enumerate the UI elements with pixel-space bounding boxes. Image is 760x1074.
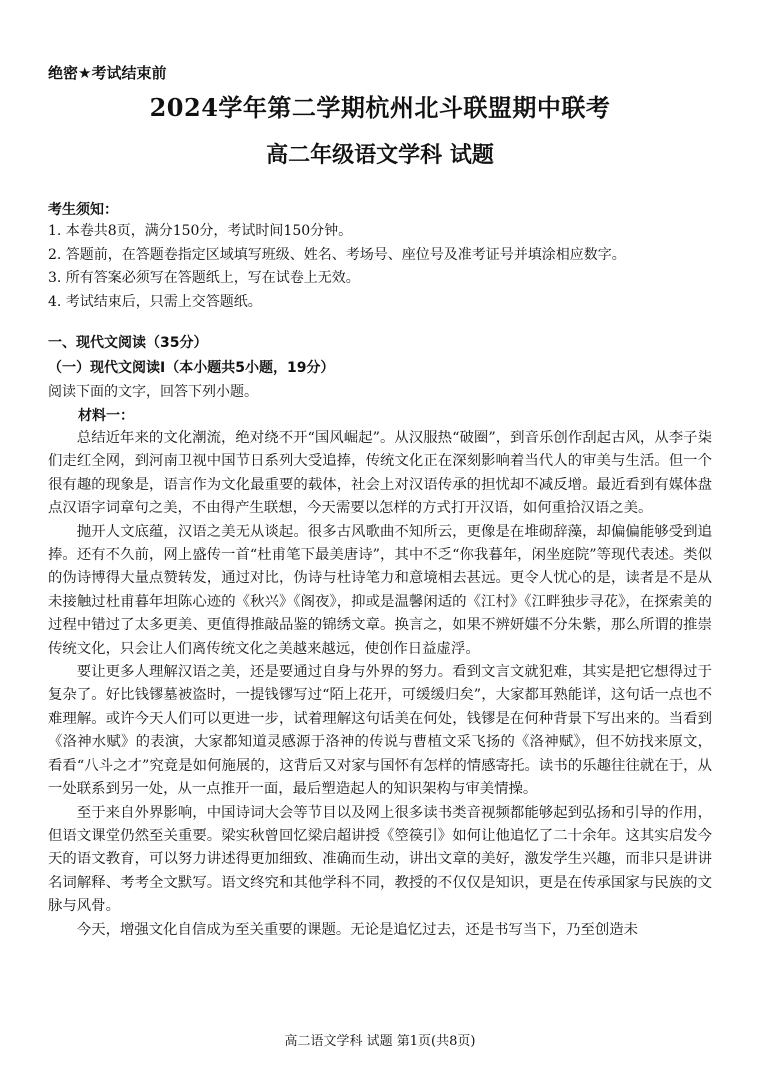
notice-item: 2. 答题前，在答题卷指定区域填写班级、姓名、考场号、座位号及准考证号并填涂相应数字。 xyxy=(48,246,626,263)
notice-list xyxy=(48,220,728,314)
paragraph: 抛开人文底蕴，汉语之美无从谈起。很多古风歌曲不知所云，更像是在堆砌辞藻，却偏偏能够受到追捧。还有不久前，网上盛传一首“杜甫笔下最美唐诗”，其中不乏“你我暮年，闲坐庭院”等现代表述。类似的伪诗博得大量点赞转发，通过对比，伪诗与杜诗笔力和意境相去甚远。更令人忧心的是，读者是不是从未接触过杜甫暮年坦陈心迹的《秋兴》《阁夜》，抑或是温馨闲适的《江村》《江畔独步寻花》，在探索美的过程中错过了太多更美、更值得推敲品鉴的锦绣文章。换言之，如果不辨妍媸不分朱紫，那么所谓的推崇传统文化，只会让人们离传统文化之美越来越远，使创作日益虚浮。 xyxy=(48,523,712,657)
material-text xyxy=(48,427,712,942)
notice-item: 3. 所有答案必须写在答题纸上，写在试卷上无效。 xyxy=(48,270,360,286)
section-title: 一、现代文阅读（35分） xyxy=(48,335,208,351)
paragraph: 总结近年来的文化潮流，绝对绕不开“国风崛起”。从汉服热“破圈”，到音乐创作刮起古风，从李子柒们走红全网，到河南卫视中国节日系列大受追捧，传统文化正在深刻影响着当代人的审美与生活。但一个很有趣的现象是，语言作为文化最重要的载体，社会上对汉语传承的担忧却不减反增。最近看到有媒体盘点汉语字词章句之美，不由得产生联想，今天需要以怎样的方式打开汉语，如何重拾汉语之美。 xyxy=(48,430,712,517)
notice-item: 4. 考试结束后，只需上交答题纸。 xyxy=(48,293,262,310)
page-footer: 高二语文学科 试题 第1页(共8页) xyxy=(284,1034,476,1049)
reading-instruction: 阅读下面的文字，回答下列小题。 xyxy=(48,384,258,400)
material-label: 材料一： xyxy=(78,408,134,424)
notice-item: 1. 本卷共8页，满分150分，考试时间150分钟。 xyxy=(48,223,353,239)
confidential-label: 绝密★考试结束前 xyxy=(48,64,167,82)
exam-title: 2024学年第二学期杭州北斗联盟期中联考 xyxy=(149,93,611,122)
paragraph: 至于来自外界影响，中国诗词大会等节目以及网上很多读书类音视频都能够起到弘扬和引导的作用，但语文课堂仍然至关重要。梁实秋曾回忆梁启超讲授《箜篌引》如何让他追忆了二十余年。这其实启发今天的语文教育，可以努力讲述得更加细致、准确而生动，讲出文章的美好，激发学生兴趣，而非只是讲讲名词解释、考考全文默写。语文终究和其他学科不同，教授的不仅仅是知识，更是在传承国家与民族的文脉与风骨。 xyxy=(48,804,712,915)
section-subtitle: （一）现代文阅读Ⅰ（本小题共5小题，19分） xyxy=(48,360,335,376)
exam-subtitle: 高二年级语文学科 试题 xyxy=(266,142,494,168)
paragraph: 要让更多人理解汉语之美，还是要通过自身与外界的努力。看到文言文就犯难，其实是把它想得过于复杂了。好比钱镠墓被盗时，一提钱镠写过“陌上花开，可缓缓归矣”，大家都耳熟能详，这句话一点也不难理解。或许今天人们可以更进一步，试着理解这句话美在何处，钱镠是在何种背景下写出来的。当看到《洛神水赋》的表演，大家都知道灵感源于洛神的传说与曹植文采飞扬的《洛神赋》，但不妨找来原文，看看“八斗之才”究竟是如何施展的，这背后又对家与国怀有怎样的情感寄托。读书的乐趣往往就在于，从一处联系到另一处，从一点推开一面，最后塑造起人的知识架构与审美情操。 xyxy=(48,664,712,798)
paragraph: 今天，增强文化自信成为至关重要的课题。无论是追忆过去，还是书写当下，乃至创造未 xyxy=(76,921,639,938)
notice-heading: 考生须知： xyxy=(48,202,118,218)
